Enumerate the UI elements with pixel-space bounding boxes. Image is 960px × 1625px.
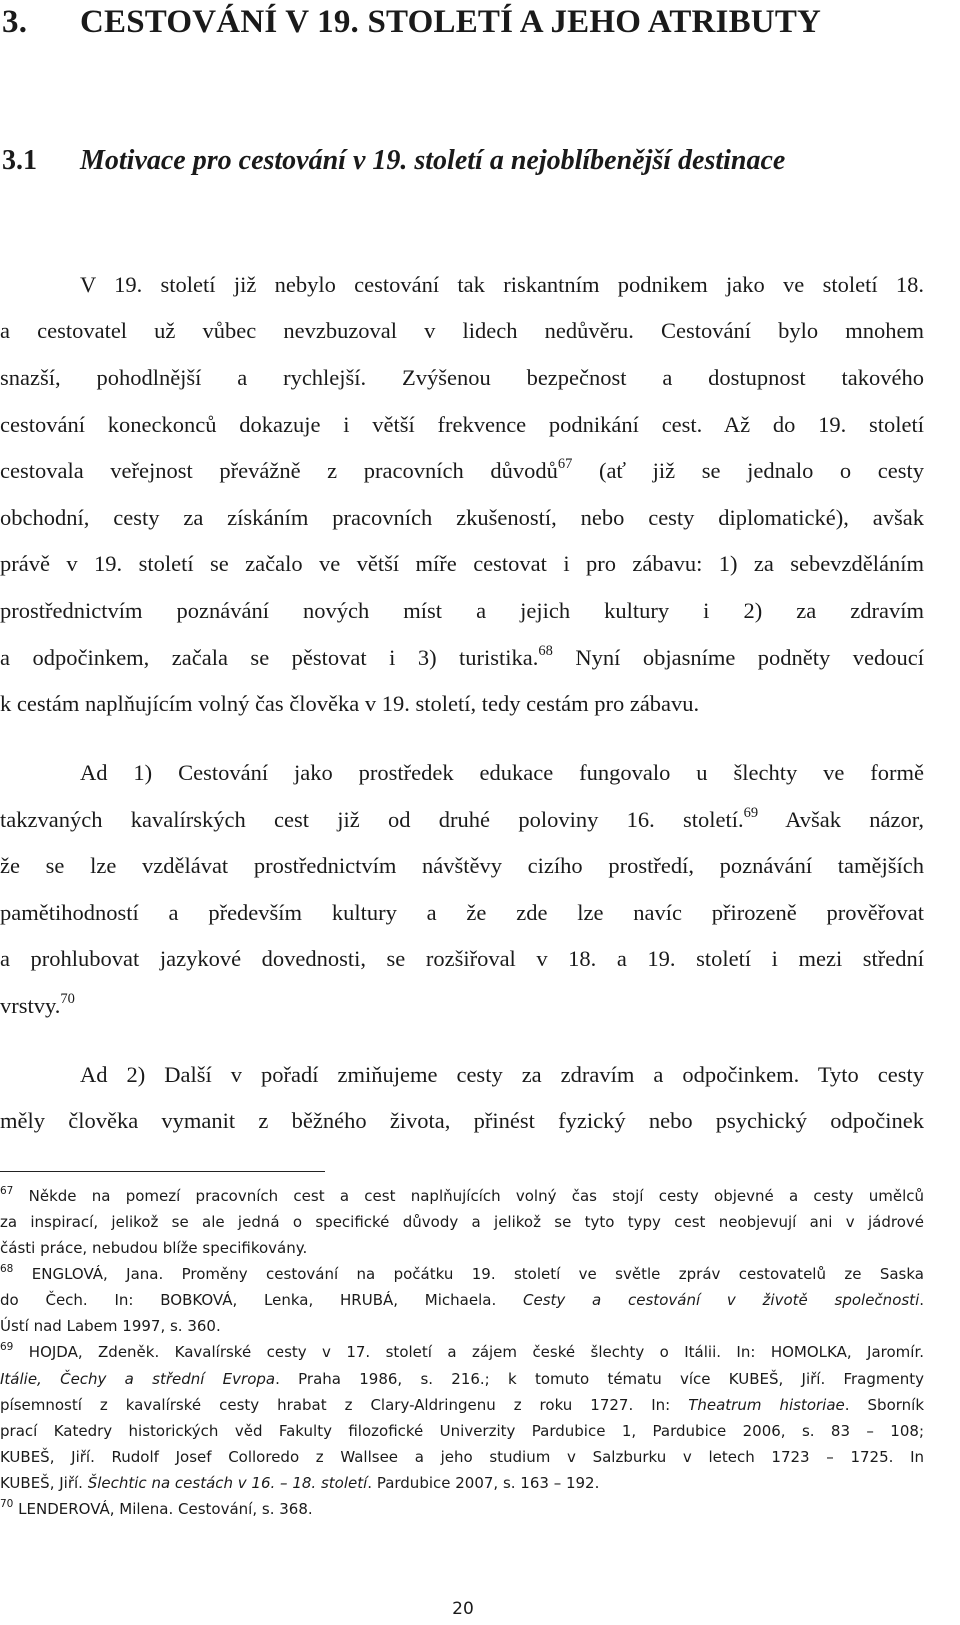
footnote-separator xyxy=(0,1171,325,1172)
body-text: vrstvy. xyxy=(0,993,61,1018)
footnote-text: písemností z kavalírské cesty hrabat z Clary-Aldringenu z roku 1727. In: xyxy=(0,1396,689,1414)
footnote-text: . xyxy=(919,1291,925,1309)
footnote-69 xyxy=(0,1341,924,1361)
body-line: Ad 2) Další v pořadí zmiňujeme cesty za zdravím a odpočinkem. Tyto cesty xyxy=(80,1062,924,1087)
footnote-line: KUBEŠ, Jiří. Rudolf Josef Colloredo z Wallsee a jeho studium v Salzburku v letech 1723 – 1725. In xyxy=(0,1448,924,1466)
body-line: pamětihodností a především kultury a že zde lze navíc přirozeně prověřovat xyxy=(0,900,924,925)
body-line: obchodní, cesty za získáním pracovních zkušeností, nebo cesty diplomatické), avšak xyxy=(0,505,924,530)
footnote-line xyxy=(0,1476,924,1491)
footnote-number: 68 xyxy=(0,1263,14,1275)
section-number: 3.1 xyxy=(2,145,37,176)
chapter-number: 3. xyxy=(2,4,28,40)
body-line xyxy=(0,456,925,483)
body-line: prostřednictvím poznávání nových míst a jejich kultury i 2) za zdravím xyxy=(0,598,924,623)
footnote-text: ENGLOVÁ, Jana. Proměny cestování na počátku 19. století ve světle zpráv cestovatelů ze Saska xyxy=(13,1265,924,1283)
body-line: a cestovatel už vůbec nevzbuzoval v lidech nedůvěru. Cestování bylo mnohem xyxy=(0,318,924,343)
body-line: právě v 19. století se začalo ve větší míře cestovat i pro zábavu: 1) za sebevzděláním xyxy=(0,551,924,576)
footnote-line xyxy=(0,1398,924,1413)
footnote-ref[interactable]: 69 xyxy=(743,805,759,821)
body-text: takzvaných kavalírských cest již od druhé poloviny 16. století. xyxy=(0,807,744,832)
footnote-line xyxy=(0,1372,924,1387)
footnote-text: . Pardubice 2007, s. 163 – 192. xyxy=(367,1474,600,1492)
page-number: 20 xyxy=(452,1599,474,1619)
chapter-title: CESTOVÁNÍ V 19. STOLETÍ A JEHO ATRIBUTY xyxy=(80,4,822,40)
body-line xyxy=(0,643,924,670)
footnote-line: za inspirací, jelikož se ale jedná o specifické důvody a jelikož se tyto typy cest neobjevují ani v jádrové xyxy=(0,1213,924,1231)
body-text: Avšak názor, xyxy=(758,807,924,832)
footnote-number: 69 xyxy=(0,1341,14,1353)
body-line xyxy=(0,805,924,832)
footnote-ref[interactable]: 68 xyxy=(538,643,553,659)
footnote-line xyxy=(0,1293,924,1308)
body-line xyxy=(0,991,924,1018)
body-line: V 19. století již nebylo cestování tak riskantním podnikem jako ve století 18. xyxy=(80,272,924,297)
body-line: snazší, pohodlnější a rychlejší. Zvýšenou bezpečnost a dostupnost takového xyxy=(0,365,924,390)
footnote-title: Šlechtic na cestách v 16. – 18. století xyxy=(87,1474,368,1492)
footnote-number: 70 xyxy=(0,1498,14,1510)
footnote-text: . Praha 1986, s. 216.; k tomuto tématu více KUBEŠ, Jiří. Fragmenty xyxy=(275,1370,924,1388)
chapter-heading xyxy=(2,4,821,41)
footnote-text: KUBEŠ, Jiří. xyxy=(0,1474,88,1492)
body-text: cestovala veřejnost převážně z pracovních důvodů xyxy=(0,458,558,483)
footnote-title: Cesty a cestování v životě společnosti xyxy=(523,1291,920,1309)
footnote-68 xyxy=(0,1263,924,1283)
body-text: (ať již se jednalo o cesty xyxy=(572,458,925,483)
body-line: měly člověka vymanit z běžného života, přinést fyzický nebo psychický odpočinek xyxy=(0,1108,924,1133)
footnote-line: Ústí nad Labem 1997, s. 360. xyxy=(0,1317,221,1335)
footnote-line: části práce, nebudou blíže specifikovány. xyxy=(0,1239,308,1257)
footnote-line: prací Katedry historických věd Fakulty filozofické Univerzity Pardubice 1, Pardubice 2006, s. 83 – 108; xyxy=(0,1422,924,1440)
footnote-ref[interactable]: 67 xyxy=(557,456,573,472)
footnote-text: Někde na pomezí pracovních cest a cest naplňujících volný čas stojí cesty objevné a cesty umělců xyxy=(13,1187,924,1205)
footnote-text: LENDEROVÁ, Milena. Cestování, s. 368. xyxy=(13,1500,313,1518)
footnote-67 xyxy=(0,1185,924,1205)
body-line: že se lze vzdělávat prostřednictvím návštěvy cizího prostředí, poznávání tamějších xyxy=(0,853,924,878)
body-line: a prohlubovat jazykové dovednosti, se rozšiřoval v 18. a 19. století i mezi střední xyxy=(0,946,924,971)
footnote-text: do Čech. In: BOBKOVÁ, Lenka, HRUBÁ, Michaela. xyxy=(0,1291,523,1309)
footnote-number: 67 xyxy=(0,1185,14,1197)
body-line: k cestám naplňujícím volný čas člověka v 19. století, tedy cestám pro zábavu. xyxy=(0,691,700,716)
footnote-text: HOJDA, Zdeněk. Kavalírské cesty v 17. století a zájem české šlechty o Itálii. In: HOMOLKA, Jaromír. xyxy=(13,1343,924,1361)
footnote-text: . Sborník xyxy=(844,1396,925,1414)
body-line: Ad 1) Cestování jako prostředek edukace fungovalo u šlechty ve formě xyxy=(80,760,924,785)
footnote-ref[interactable]: 70 xyxy=(60,991,75,1007)
body-line: cestování koneckonců dokazuje i větší frekvence podnikání cest. Až do 19. století xyxy=(0,412,924,437)
footnote-title: Theatrum historiae xyxy=(688,1396,845,1414)
footnote-70 xyxy=(0,1498,924,1518)
body-text: Nyní objasníme podněty vedoucí xyxy=(552,645,924,670)
body-text: a odpočinkem, začala se pěstovat i 3) turistika. xyxy=(0,645,539,670)
footnote-title: Itálie, Čechy a střední Evropa xyxy=(0,1370,276,1388)
section-heading xyxy=(2,145,785,177)
section-title: Motivace pro cestování v 19. století a nejoblíbenější destinace xyxy=(80,145,786,176)
